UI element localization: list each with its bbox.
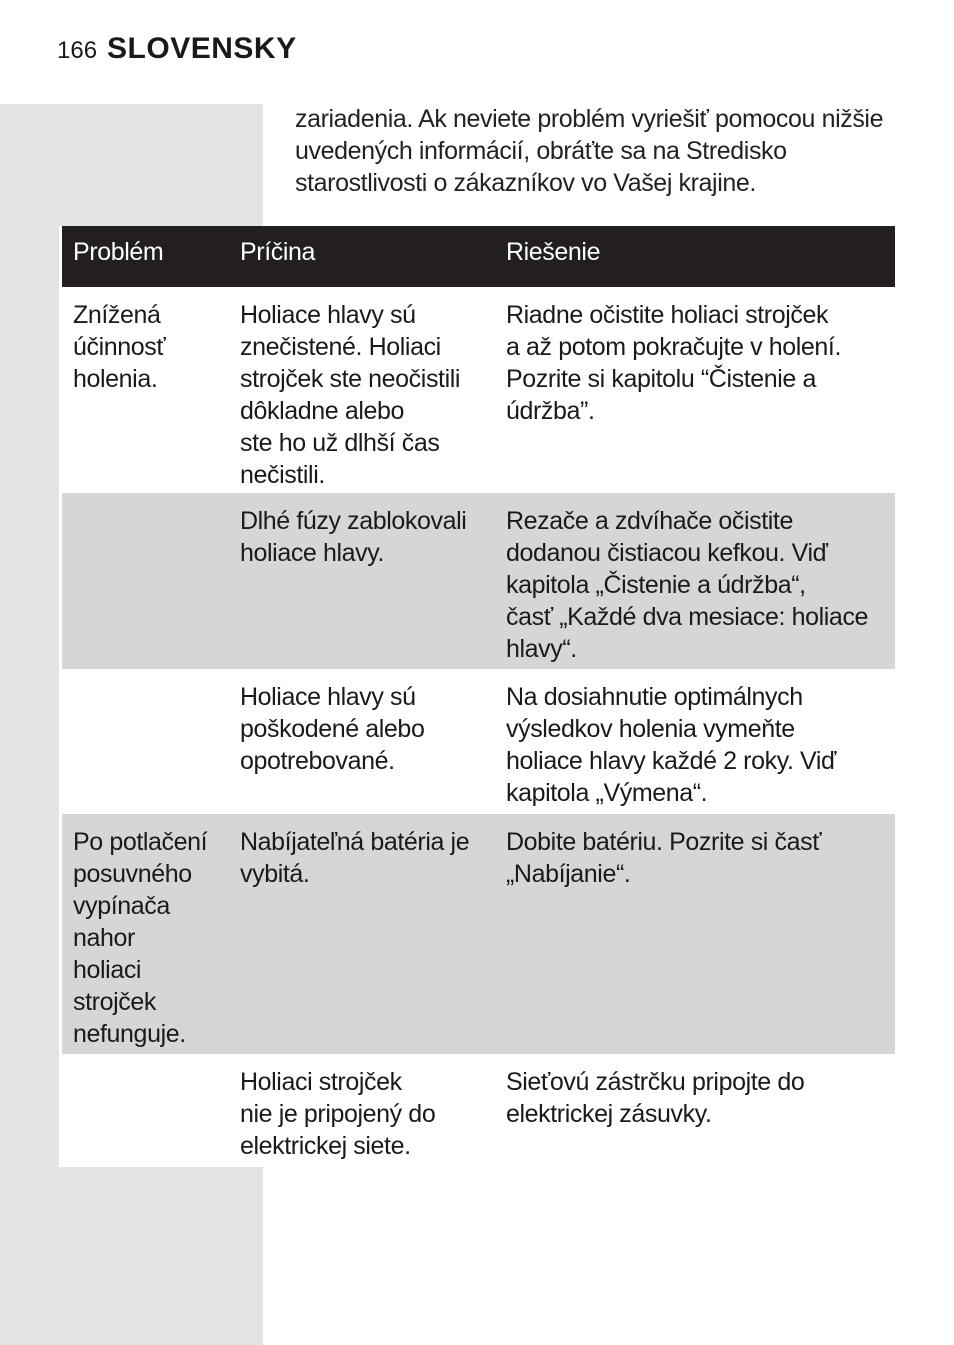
solution-cell: Sieťovú zástrčku pripojte do elektrickej zásuvky. (506, 1068, 805, 1128)
table-row (62, 493, 895, 669)
table-row (59, 1054, 895, 1167)
section-title: SLOVENSKY (107, 32, 297, 65)
solution-cell: Dobite batériu. Pozrite si časť „Nabíjanie“. (506, 828, 822, 888)
column-header-solution: Riešenie (506, 238, 601, 266)
table-row (59, 287, 895, 493)
solution-cell: Riadne očistite holiaci strojček a až potom pokračujte v holení. Pozrite si kapitolu “Čistenie a údržba”. (506, 301, 842, 425)
cause-cell: Holiace hlavy sú znečistené. Holiaci strojček ste neočistili dôkladne alebo ste ho už dlhší čas nečistili. (240, 301, 461, 489)
cause-cell: Dlhé fúzy zablokovali holiace hlavy. (240, 507, 467, 567)
solution-cell: Na dosiahnutie optimálnych výsledkov holenia vymeňte holiace hlavy každé 2 roky. Viď kapitola „Výmena“. (506, 683, 836, 807)
troubleshooting-table (59, 226, 895, 1167)
intro-paragraph: zariadenia. Ak neviete problém vyriešiť pomocou nižšie uvedených informácií, obráťte sa na Stredisko starostlivosti o zákazníkov vo Vašej krajine. (295, 105, 884, 197)
table-row (59, 669, 895, 814)
cause-cell: Nabíjateľná batéria je vybitá. (240, 828, 470, 888)
cause-cell: Holiace hlavy sú poškodené alebo opotrebované. (240, 683, 425, 775)
problem-cell: Po potlačení posuvného vypínača nahor holiaci strojček nefunguje. (73, 828, 208, 1048)
column-header-problem: Problém (73, 238, 164, 266)
problem-cell: Znížená účinnosť holenia. (73, 301, 166, 393)
page-header (57, 32, 297, 66)
page-number: 166 (57, 37, 98, 64)
table-header-row (59, 226, 895, 287)
cause-cell: Holiaci strojček nie je pripojený do elektrickej siete. (240, 1068, 436, 1160)
table-row (62, 814, 895, 1054)
column-header-cause: Príčina (240, 238, 316, 266)
solution-cell: Rezače a zdvíhače očistite dodanou čistiacou kefkou. Viď kapitola „Čistenie a údržba“, časť „Každé dva mesiace: holiace hlavy“. (506, 507, 869, 663)
